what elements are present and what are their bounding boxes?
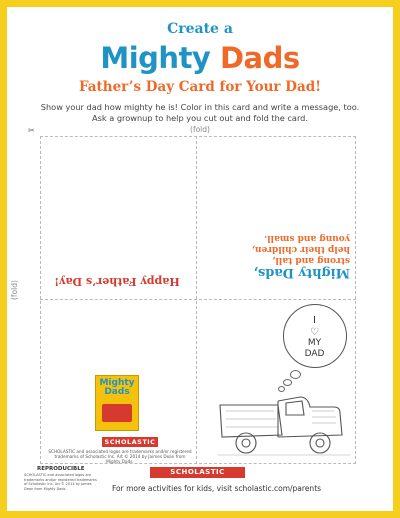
book-title-dads: Dads: [104, 387, 130, 397]
more-activities-text: For more activities for kids, visit scholastic.com/parents: [112, 484, 322, 493]
header-create: Create a: [167, 21, 233, 37]
card-message: [200, 232, 350, 280]
book-title-mighty: Mighty: [99, 378, 135, 388]
message-line: young and small.: [264, 233, 350, 243]
fold-label-top: (fold): [190, 125, 210, 134]
header-subtitle: Father’s Day Card for Your Dad!: [78, 79, 322, 95]
book-cover-image: [95, 375, 139, 431]
dump-truck-drawing: [216, 385, 354, 463]
instruction-line-2: Ask a grownup to help you cut out and fold the card.: [92, 113, 308, 123]
heart-icon: ♡: [310, 327, 319, 338]
truck-window: [286, 401, 304, 415]
thought-dot: [290, 370, 301, 379]
bubble-text-my: MY: [307, 338, 322, 348]
bubble-text-i: I: [313, 315, 316, 326]
message-line: strong and tall,: [272, 255, 350, 265]
vertical-fold-line: [196, 136, 197, 464]
header-title: [0, 42, 400, 74]
truck-dump-bed: [220, 405, 282, 437]
instruction-line-1: Show your dad how mighty he is! Color in this card and write a message, too.: [40, 102, 360, 112]
fold-label-left: (fold): [10, 280, 19, 300]
message-line: help their children,: [251, 244, 350, 254]
title-mighty: Mighty: [100, 41, 211, 75]
title-dads: Dads: [219, 41, 300, 75]
thought-bubble: [283, 304, 347, 368]
scissors-icon: ✂: [28, 126, 35, 135]
card-fine-print: SCHOLASTIC and associated logos are trademarks and/or registered trademarks of Scholastic Inc. Art © 2014 by Jaimes Dean from Mighty Dads.: [48, 449, 192, 464]
scholastic-logo-card: SCHOLASTIC: [102, 437, 158, 447]
instructions: [0, 102, 400, 124]
book-cover-title: [96, 379, 138, 397]
reproducible-label: REPRODUCIBLE: [37, 466, 85, 472]
happy-fathers-day-text: Happy Father’s Day!: [54, 275, 180, 288]
book-truck-illustration: [102, 404, 132, 422]
message-title: Mighty Dads,: [253, 265, 350, 280]
horizontal-fold-line: [40, 299, 356, 300]
footer-fine-print: SCHOLASTIC and associated logos are trademarks and/or registered trademarks of Scholastic Inc. Art © 2014 by James Dean from Mighty Dads.: [24, 473, 97, 491]
bubble-text-dad: DAD: [304, 349, 325, 359]
scholastic-logo-footer: SCHOLASTIC: [150, 467, 245, 478]
